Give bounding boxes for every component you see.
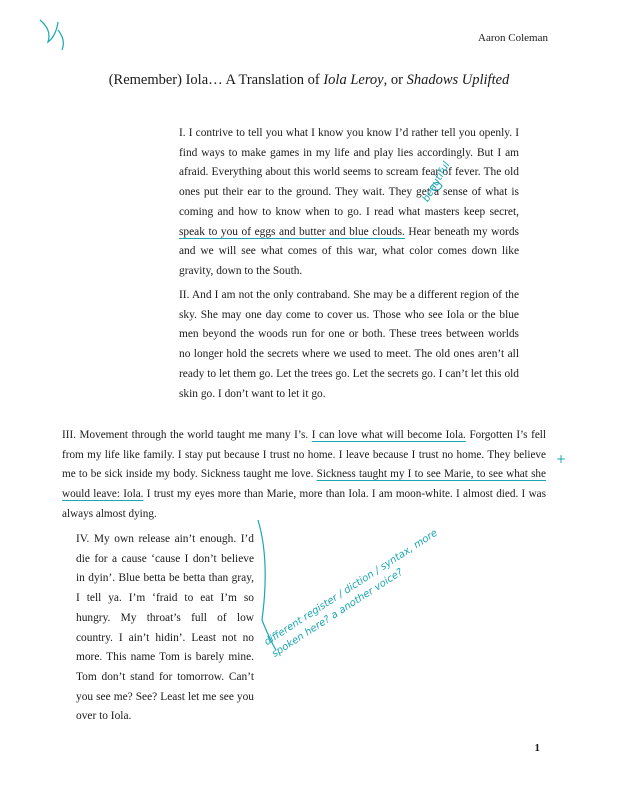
margin-note-register: different register / diction / syntax, more spoken here? a another voice? — [262, 527, 440, 660]
corner-check-mark — [40, 20, 63, 50]
section-1-underline: speak to you of eggs and butter and blue clouds. — [179, 225, 405, 238]
section-2: II. And I am not the only contraband. She may be a different region of the sky. She may one day come to cover us. Those who see Iola or the blue men beyond the woods run for one or both. These trees between worlds no longer hold the secrets where we used to meet. The old ones aren’t all ready to let them go. Let the trees go. Let the secrets go. I can’t let this old skin go. I don’t want to let it go. — [179, 289, 519, 400]
section-4: IV. My own release ain’t enough. I’d die for a cause ‘cause I don’t believe in dyin’. Blue betta be betta than gray, I tell ya. I’m ‘fraid to eat I’m so hungry. My throat’s full of low country. I ain’t hidin’. Least not no more. This name Tom is barely mine. Tom don’t stand for tomorrow. Can’t you see me? See? Least let me see you over to Iola. — [76, 533, 254, 723]
section-3-text-end: I trust my eyes more than Marie, more than Iola. I am moon-white. I almost died. I was always almost dying. — [62, 488, 546, 520]
title-prefix: (Remember) Iola… A Translation of — [108, 72, 324, 88]
section-3-text-mid: Forgotten I’s fell from my life like family. I stay put because I trust no home. I leave because I trust no home. They believe me to be sick inside my body. Sickness taught me love. — [62, 429, 547, 481]
title-subtitle: Shadows Uplifted — [406, 72, 510, 88]
section-1-text: I. I contrive to tell you what I know you know I’d rather tell you openly. I find ways to make games in my life and play lies accordingly. But I am afraid. Everything about this world seems to scream fear of fever. The old ones put their ear to the ground. They wait. They get a sense of what is coming and how to know when to go. I read what masters keep secret, — [179, 127, 519, 218]
margin-note-beautiful: beautiful — [420, 160, 453, 204]
author-name: Aaron Coleman — [478, 32, 548, 44]
title-work: Iola Leroy — [323, 72, 384, 88]
page-title — [0, 72, 618, 89]
section-3-underline-2: Sickness taught my I to see Marie, to see what she would leave: Iola. — [62, 468, 546, 501]
section-1-text-end: Hear beneath my words and we will see what comes of this war, what color comes down like gravity, down to the South. — [179, 225, 519, 277]
section-3-text: III. Movement through the world taught me many I’s. — [62, 429, 312, 441]
plus-mark: + — [556, 452, 567, 466]
page-number: 1 — [534, 742, 540, 754]
section-1 — [179, 124, 519, 282]
title-middle: , or — [383, 72, 407, 88]
section-3 — [62, 426, 546, 525]
section-3-underline-1: I can love what will become Iola. — [311, 429, 466, 441]
